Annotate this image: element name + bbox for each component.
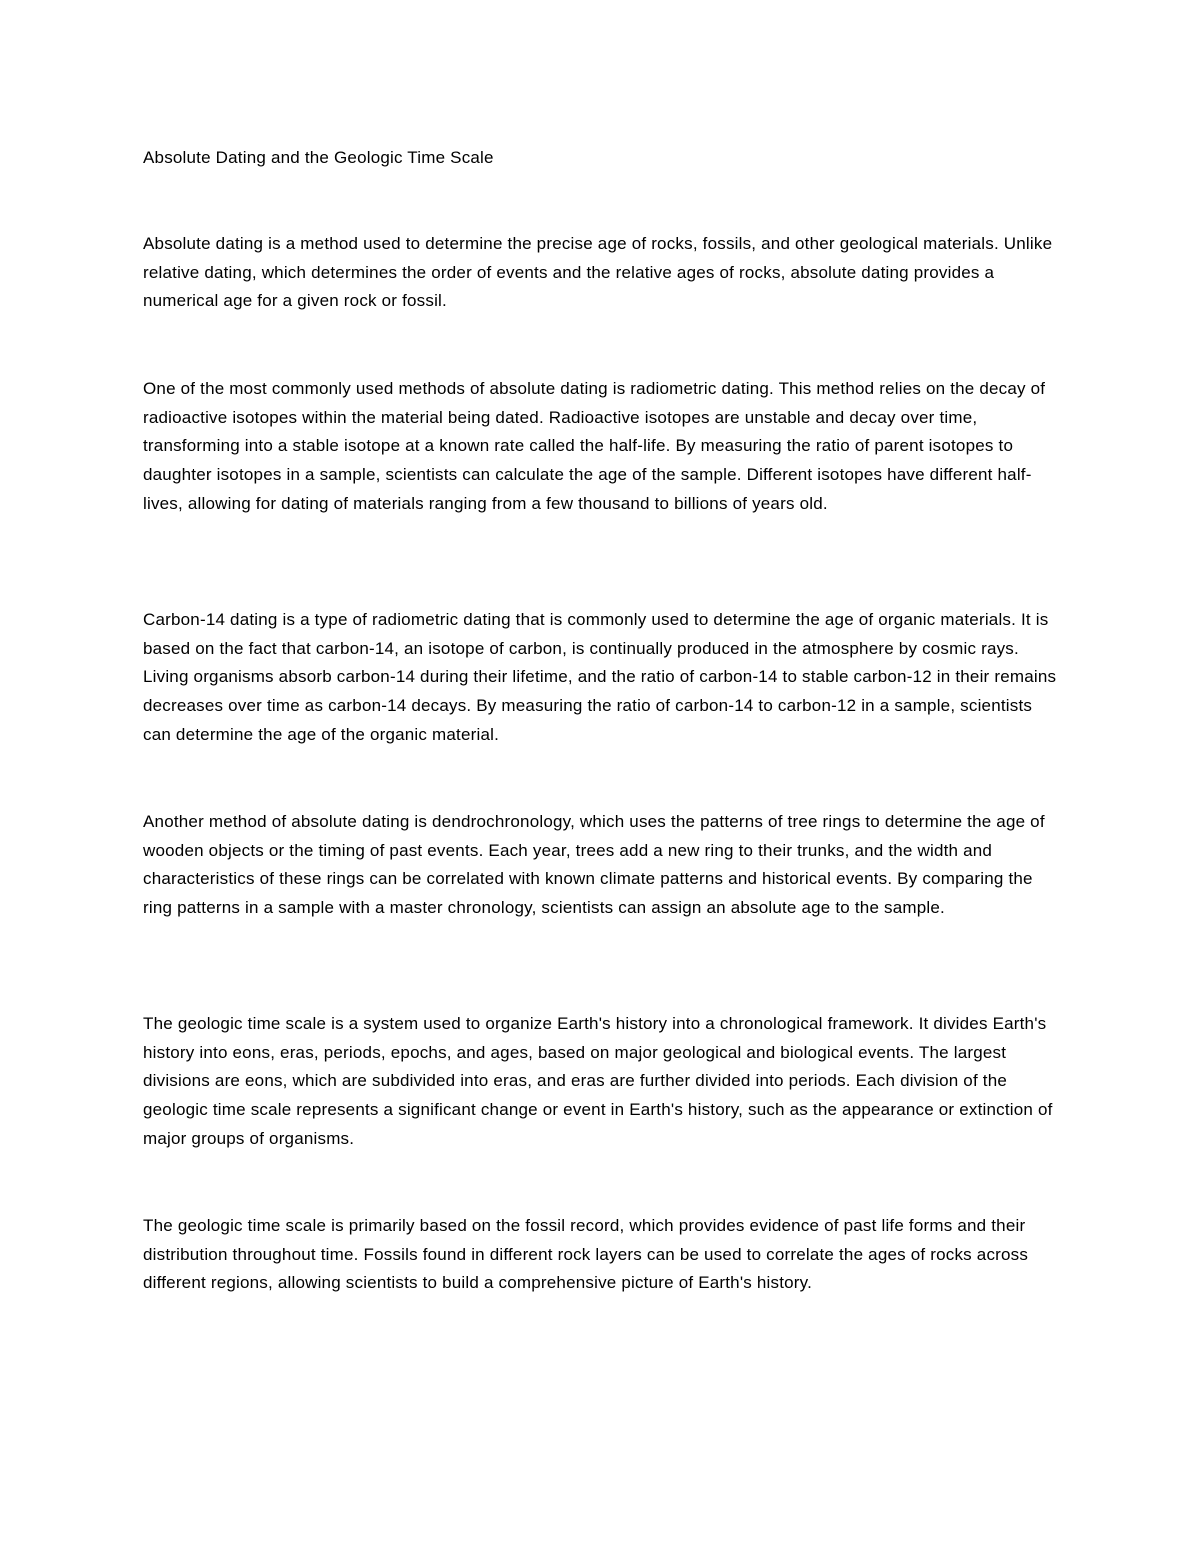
paragraph-geologic-time-scale: The geologic time scale is a system used to organize Earth's history into a chronological framework. It divides Earth's history into eons, eras, periods, epochs, and ages, based on major geological and biological events. The largest divisions are eons, which are subdivided into eras, and eras are further divided into periods. Each division of the geologic time scale represents a significant change or event in Earth's history, such as the appearance or extinction of major groups of organisms. <box>143 1014 1053 1148</box>
paragraph-radiometric-dating: One of the most commonly used methods of absolute dating is radiometric dating. This method relies on the decay of radioactive isotopes within the material being dated. Radioactive isotopes are unstable and decay over time, transforming into a stable isotope at a known rate called the half-life. By measuring the ratio of parent isotopes to daughter isotopes in a sample, scientists can calculate the age of the sample. Different isotopes have different half-lives, allowing for dating of materials ranging from a few thousand to billions of years old. <box>143 379 1046 513</box>
paragraph-absolute-dating: Absolute dating is a method used to determine the precise age of rocks, fossils, and other geological materials. Unlike relative dating, which determines the order of events and the relative ages of rocks, absolute dating provides a numerical age for a given rock or fossil. <box>143 234 1053 311</box>
document-title: Absolute Dating and the Geologic Time Scale <box>143 148 494 167</box>
paragraph-fossil-record: The geologic time scale is primarily based on the fossil record, which provides evidence of past life forms and their distribution throughout time. Fossils found in different rock layers can be used to correlate the ages of rocks across different regions, allowing scientists to build a comprehensive picture of Earth's history. <box>143 1216 1029 1293</box>
paragraph-carbon-14-dating: Carbon-14 dating is a type of radiometric dating that is commonly used to determine the age of organic materials. It is based on the fact that carbon-14, an isotope of carbon, is continually produced in the atmosphere by cosmic rays. Living organisms absorb carbon-14 during their lifetime, and the ratio of carbon-14 to stable carbon-12 in their remains decreases over time as carbon-14 decays. By measuring the ratio of carbon-14 to carbon-12 in a sample, scientists can determine the age of the organic material. <box>143 610 1057 744</box>
paragraph-dendrochronology: Another method of absolute dating is dendrochronology, which uses the patterns of tree rings to determine the age of wooden objects or the timing of past events. Each year, trees add a new ring to their trunks, and the width and characteristics of these rings can be correlated with known climate patterns and historical events. By comparing the ring patterns in a sample with a master chronology, scientists can assign an absolute age to the sample. <box>143 812 1045 918</box>
